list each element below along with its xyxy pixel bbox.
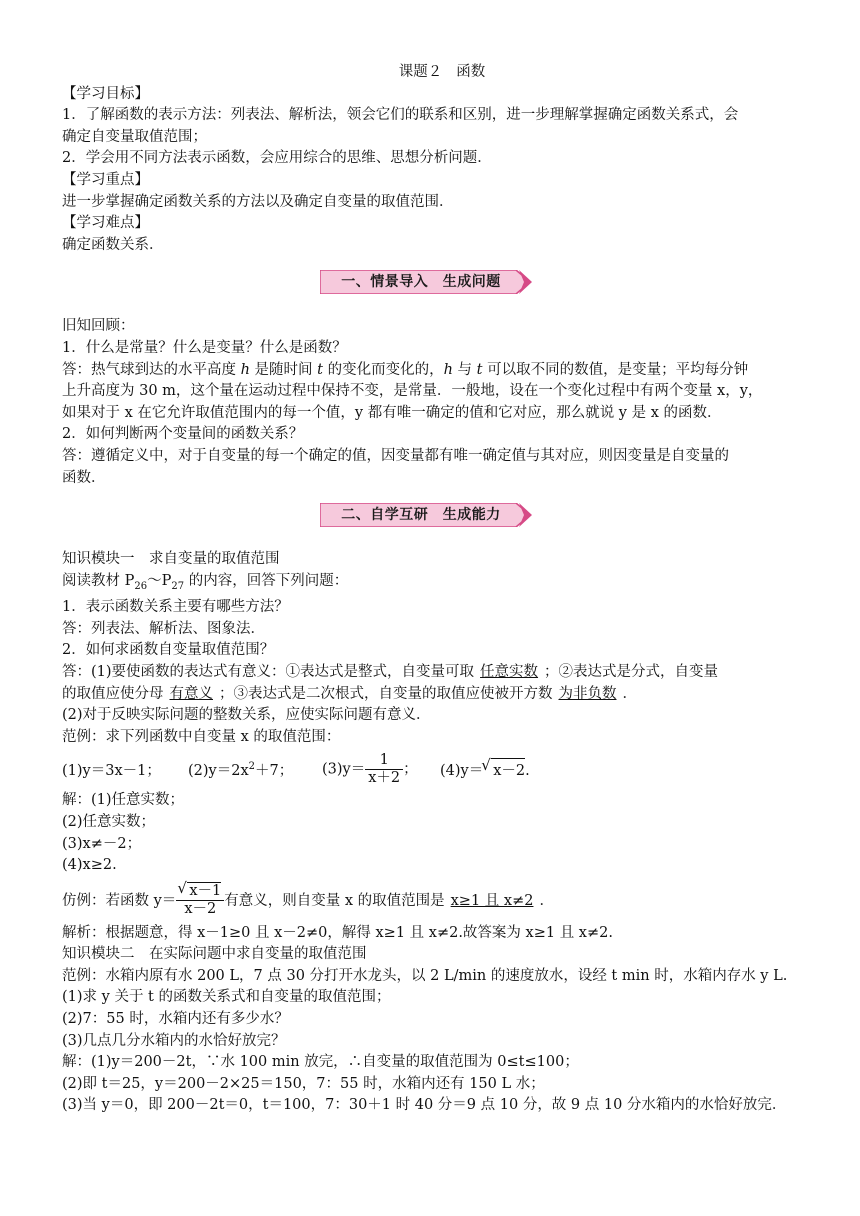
square-root: √ x－2 <box>491 758 525 780</box>
review-answer-1-line-3: 如果对于 x 在它允许取值范围内的每一个值，y 都有唯一确定的值和它对应，那么就说 y 是 x 的函数． <box>62 404 722 421</box>
review-answer-1-line-2: 上升高度为 30 m，这个量在运动过程中保持不变，是常量．一般地，设在一个变化过程中有两个变量 x，y， <box>62 383 763 400</box>
module-2-solution-1: 解：(1)y＝200－2t，∵水 100 min 放完，∴自变量的取值范围为 0≤t≤100； <box>62 1054 579 1071</box>
module-2-example: 范例：水箱内原有水 200 L，7 点 30 分打开水龙头，以 2 L/min 的速度放水，设经 t min 时，水箱内存水 y L. <box>62 967 788 984</box>
page-title <box>62 62 802 84</box>
module-1-answer-2-line-2: 的取值应使分母 有意义 ；③表达式是二次根式，自变量的取值应使被开方数 为非负数 ． <box>62 685 637 702</box>
section-banner-2 <box>62 489 802 549</box>
module-1-question-1: 1．表示函数关系主要有哪些方法？ <box>62 599 289 616</box>
banner-2-label: 二、自学互研 生成能力 <box>341 507 501 524</box>
focus-text: 进一步掌握确定函数关系的方法以及确定自变量的取值范围． <box>62 193 454 210</box>
title-topic: 函数 <box>456 64 486 80</box>
review-answer-1-line-1: 答：热气球到达的水平高度 h 是随时间 t 的变化而变化的，h 与 t 可以取不同的数值，是变量；平均每分钟 <box>62 361 749 378</box>
review-answer-2-line-2: 函数． <box>62 469 106 486</box>
module-1-question-2: 2．如何求函数自变量取值范围？ <box>62 642 275 659</box>
analysis: 解析：根据题意，得 x－1≥0 且 x－2≠0，解得 x≥1 且 x≠2.故答案为 x≥1 且 x≠2. <box>62 924 613 941</box>
solution-4: (4)x≥2. <box>62 857 117 874</box>
difficulty-header: 【学习难点】 <box>62 215 149 232</box>
module-1-answer-1: 答：列表法、解析法、图象法． <box>62 620 265 637</box>
section-banner-1 <box>62 256 802 316</box>
goals-header: 【学习目标】 <box>62 85 149 102</box>
solution-1: 解：(1)任意实数； <box>62 792 185 809</box>
module-1-answer-2-line-1: 答：(1)要使函数的表达式有意义：①表达式是整式，自变量可取 任意实数 ；②表达式是分式，自变量 <box>62 663 719 680</box>
fraction: √ $\frac{x-1}{x-2}$ <box>176 882 224 918</box>
banner-shape <box>320 270 532 294</box>
module-2-question-3: (3)几点几分水箱内的水恰好放完？ <box>62 1032 286 1049</box>
fill-blank-1: 任意实数 <box>480 663 539 680</box>
goal-2: 2．学会用不同方法表示函数，会应用综合的思维、思想分析问题． <box>62 150 492 167</box>
module-1-reading: 阅读教材 $P_{26}\sim P_{27}$ 的内容，回答下列问题： <box>62 572 349 592</box>
fill-blank-4: x≥1 且 x≠2 <box>450 893 534 910</box>
module-2-header: 知识模块二 在实际问题中求自变量的取值范围 <box>62 946 367 963</box>
goal-1-line-2: 确定自变量取值范围； <box>62 128 207 145</box>
fill-blank-3: 为非负数 <box>558 685 617 702</box>
module-2-solution-2: (2)即 t＝25，y＝200－2×25＝150，7：55 时，水箱内还有 150 L 水； <box>62 1075 545 1092</box>
formula-2: $(2)y=2x^2+7$； <box>188 761 294 779</box>
imitation-example: 仿例：若函数 y＝ √ $\frac{x-1}{x-2}$ 有意义，则自变量 x 的取值范围是 x≥1 且 x≠2 ． <box>62 877 802 923</box>
review-header: 旧知回顾： <box>62 318 135 335</box>
module-2-question-2: (2)7：55 时，水箱内还有多少水？ <box>62 1011 289 1028</box>
module-1-answer-2-line-3: (2)对于反映实际问题的整数关系，应使实际问题有意义． <box>62 707 431 724</box>
formula-4: (4)y＝√ x－2. <box>440 758 530 780</box>
title-lesson: 课题２ <box>398 64 443 80</box>
document-page <box>62 62 802 1117</box>
solution-3: (3)x≠－2； <box>62 835 142 852</box>
square-root: √ x－1 <box>187 882 221 900</box>
formula-3: (3)y＝ $\frac{1}{x+2}$ ； <box>322 751 418 786</box>
example-header: 范例：求下列函数中自变量 x 的取值范围： <box>62 728 341 745</box>
formula-1: (1)y＝3x－1； <box>62 762 161 779</box>
banner-1-label: 一、情景导入 生成问题 <box>341 274 501 291</box>
module-1-header: 知识模块一 求自变量的取值范围 <box>62 551 280 568</box>
banner-shape <box>320 503 532 527</box>
difficulty-text: 确定函数关系． <box>62 236 164 253</box>
fraction: $\frac{1}{x+2}$ <box>365 752 403 787</box>
example-formulas <box>62 748 802 790</box>
solution-2: (2)任意实数； <box>62 813 156 830</box>
review-answer-2-line-1: 答：遵循定义中，对于自变量的每一个确定的值，因变量都有唯一确定值与其对应，则因变量是自变量的 <box>62 447 729 464</box>
review-question-1: 1．什么是常量？什么是变量？什么是函数？ <box>62 339 347 356</box>
module-2-question-1: (1)求 y 关于 t 的函数关系式和自变量的取值范围； <box>62 989 391 1006</box>
module-2-solution-3: (3)当 y＝0，即 200－2t＝0，t＝100，7：30＋1 时 40 分＝9 点 10 分，故 9 点 10 分水箱内的水恰好放完． <box>62 1097 787 1114</box>
focus-header: 【学习重点】 <box>62 171 149 188</box>
review-question-2: 2．如何判断两个变量间的函数关系？ <box>62 426 304 443</box>
fill-blank-2: 有意义 <box>169 685 213 702</box>
goal-1-line-1: 1．了解函数的表示方法：列表法、解析法，领会它们的联系和区别，进一步理解掌握确定函数关系式，会 <box>62 107 739 124</box>
